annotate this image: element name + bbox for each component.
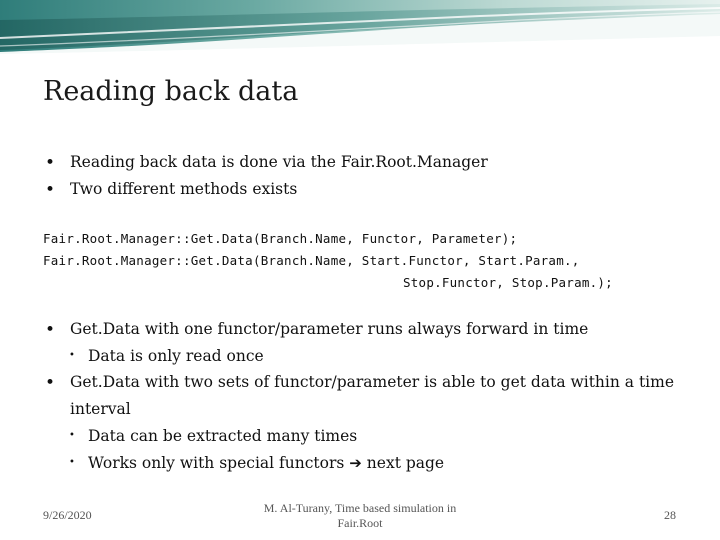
footer-center (230, 501, 490, 531)
sub-bullet-text-main: Works only with special functors (88, 454, 345, 472)
sub-bullet-text: Data is only read once (88, 347, 264, 365)
bullet-text: Get.Data with one functor/parameter runs always forward in time (70, 320, 589, 338)
bullet-icon: • (45, 180, 56, 200)
bullet-icon: • (45, 153, 56, 173)
bullet-icon: • (45, 373, 56, 393)
sub-bullet-icon: • (69, 457, 75, 468)
page-number: 28 (664, 508, 676, 522)
code-line: Fair.Root.Manager::Get.Data(Branch.Name, Functor, Parameter); (43, 231, 518, 246)
sub-bullet-text (88, 454, 444, 472)
footer-date: 9/26/2020 (43, 508, 92, 522)
sub-bullet-text: Data can be extracted many times (88, 427, 358, 445)
bullet-text: Get.Data with two sets of functor/parameter is able to get data within a time (70, 373, 675, 391)
sub-bullet-icon: • (69, 350, 75, 361)
code-line: Fair.Root.Manager::Get.Data(Branch.Name, Start.Functor, Start.Param., (43, 253, 580, 268)
bullet-text: Reading back data is done via the Fair.Root.Manager (70, 153, 488, 171)
header-banner (0, 0, 720, 62)
code-line: Stop.Functor, Stop.Param.); (403, 275, 613, 290)
right-arrow-icon: ➔ (349, 454, 362, 472)
footer-author-line: M. Al-Turany, Time based simulation in (263, 501, 457, 515)
slide-title: Reading back data (43, 76, 299, 107)
bullet-text: Two different methods exists (70, 180, 298, 198)
bullet-icon: • (45, 320, 56, 340)
next-page-text: next page (366, 454, 445, 472)
bullet-text-continued: interval (70, 400, 131, 418)
sub-bullet-icon: • (69, 430, 75, 441)
footer-project-line: Fair.Root (337, 516, 383, 530)
